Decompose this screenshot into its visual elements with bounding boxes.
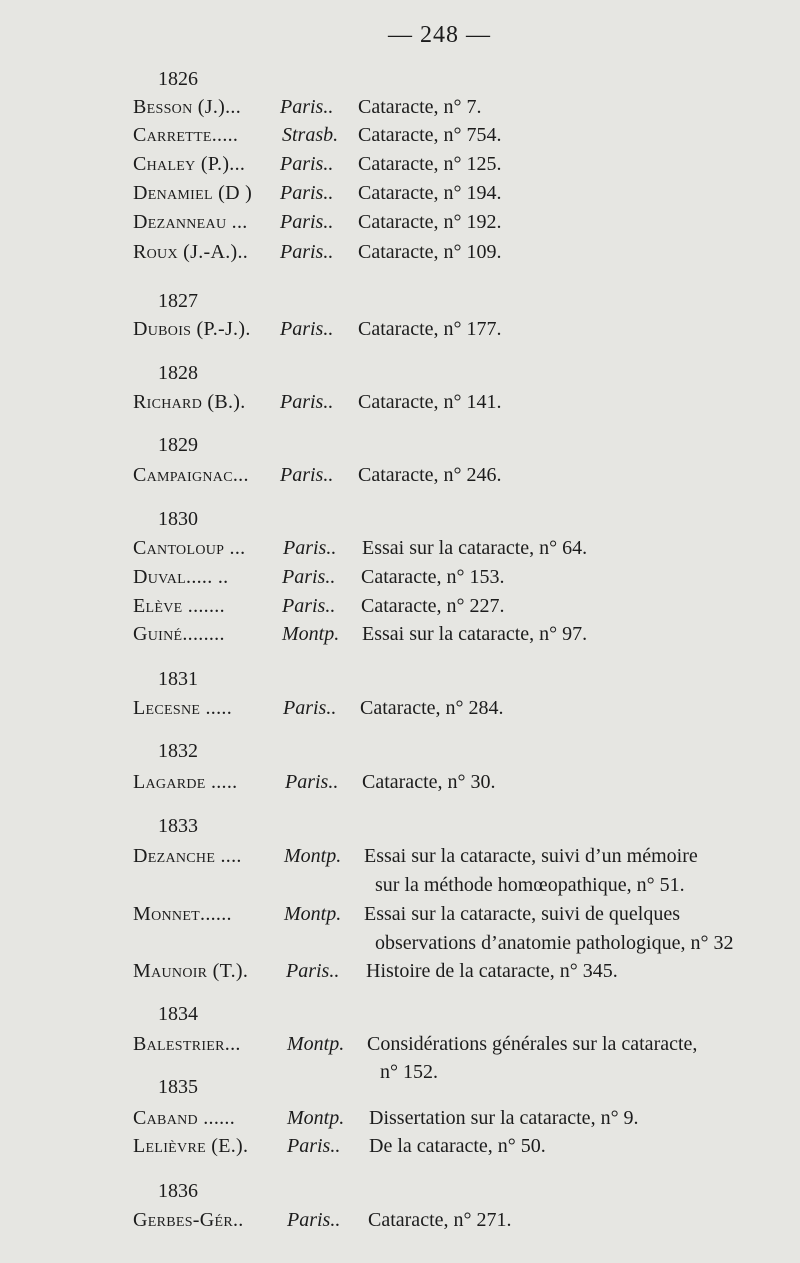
entry-row	[0, 566, 800, 596]
entry-row	[0, 1135, 800, 1165]
entry-author: Gerbes-Gér..	[133, 1209, 244, 1231]
entry-author: Monnet......	[133, 903, 232, 925]
entry-title: Cataracte, n° 754.	[358, 124, 502, 146]
entry-author: Elève .......	[133, 595, 225, 617]
entry-row	[0, 211, 800, 241]
year-heading: 1829	[158, 434, 198, 456]
entry-row	[0, 391, 800, 421]
entry-title: Cataracte, n° 246.	[358, 464, 502, 486]
entry-city: Paris..	[287, 1135, 341, 1157]
entry-title: Cataracte, n° 125.	[358, 153, 502, 175]
entry-author: Caband ......	[133, 1107, 236, 1129]
page-number: — 248 —	[388, 22, 491, 48]
entry-continuation: n° 152.	[380, 1061, 438, 1083]
entry-city: Paris..	[280, 182, 334, 204]
year-heading: 1831	[158, 668, 198, 690]
year-heading: 1834	[158, 1003, 198, 1025]
entry-author: Maunoir (T.).	[133, 960, 249, 982]
entry-city: Strasb.	[282, 124, 339, 146]
entry-row	[0, 845, 800, 875]
year-heading: 1832	[158, 740, 198, 762]
entry-row	[0, 153, 800, 183]
entry-row	[0, 960, 800, 990]
entry-title: Histoire de la cataracte, n° 345.	[366, 960, 618, 982]
entry-row	[0, 1107, 800, 1137]
entry-row	[0, 96, 800, 126]
entry-city: Paris..	[280, 318, 334, 340]
entry-city: Montp.	[282, 623, 340, 645]
year-heading: 1827	[158, 290, 198, 312]
entry-title: Cataracte, n° 109.	[358, 241, 502, 263]
entry-city: Paris..	[280, 96, 334, 118]
entry-author: Carrette.....	[133, 124, 239, 146]
entry-title: Cataracte, n° 30.	[362, 771, 496, 793]
entry-title: Cataracte, n° 227.	[361, 595, 505, 617]
entry-author: Lelièvre (E.).	[133, 1135, 249, 1157]
entry-city: Paris..	[287, 1209, 341, 1231]
entry-author: Duval..... ..	[133, 566, 229, 588]
entry-city: Paris..	[280, 464, 334, 486]
entry-city: Montp.	[287, 1107, 345, 1129]
year-heading: 1835	[158, 1076, 198, 1098]
entry-row	[0, 241, 800, 271]
entry-city: Montp.	[287, 1033, 345, 1055]
year-heading: 1826	[158, 68, 198, 90]
entry-city: Paris..	[283, 697, 337, 719]
year-heading: 1836	[158, 1180, 198, 1202]
entry-row	[0, 124, 800, 154]
entry-title: Cataracte, n° 153.	[361, 566, 505, 588]
entry-title: Cataracte, n° 284.	[360, 697, 504, 719]
year-heading: 1833	[158, 815, 198, 837]
entry-author: Balestrier...	[133, 1033, 241, 1055]
entry-author: Dubois (P.-J.).	[133, 318, 251, 340]
entry-city: Montp.	[284, 903, 342, 925]
entry-city: Montp.	[284, 845, 342, 867]
entry-city: Paris..	[280, 241, 334, 263]
entry-author: Denamiel (D )	[133, 182, 253, 204]
entry-row	[0, 771, 800, 801]
entry-title: De la cataracte, n° 50.	[369, 1135, 546, 1157]
entry-row	[0, 623, 800, 653]
entry-city: Paris..	[282, 566, 336, 588]
entry-title: Essai sur la cataracte, suivi d’un mémoire	[364, 845, 698, 867]
entry-continuation: sur la méthode homœopathique, n° 51.	[375, 874, 685, 896]
entry-city: Paris..	[282, 595, 336, 617]
entry-author: Dezanneau ...	[133, 211, 248, 233]
entry-author: Roux (J.-A.)..	[133, 241, 249, 263]
entry-row	[0, 464, 800, 494]
entry-city: Paris..	[280, 211, 334, 233]
entry-city: Paris..	[280, 153, 334, 175]
entry-continuation: observations d’anatomie pathologique, n° 32	[375, 932, 734, 954]
entry-author: Cantoloup ...	[133, 537, 246, 559]
entry-author: Besson (J.)...	[133, 96, 241, 118]
entry-author: Guiné........	[133, 623, 225, 645]
year-heading: 1830	[158, 508, 198, 530]
entry-row	[0, 537, 800, 567]
entry-author: Lecesne .....	[133, 697, 233, 719]
entry-row	[0, 1209, 800, 1239]
entry-title: Considérations générales sur la cataracte,	[367, 1033, 698, 1055]
entry-title: Cataracte, n° 141.	[358, 391, 502, 413]
entry-author: Campaignac...	[133, 464, 249, 486]
entry-title: Cataracte, n° 194.	[358, 182, 502, 204]
entry-row	[0, 182, 800, 212]
entry-author: Richard (B.).	[133, 391, 246, 413]
entry-author: Lagarde .....	[133, 771, 238, 793]
entry-author: Chaley (P.)...	[133, 153, 246, 175]
entry-title: Cataracte, n° 192.	[358, 211, 502, 233]
entry-author: Dezanche ....	[133, 845, 242, 867]
entry-city: Paris..	[286, 960, 340, 982]
entry-title: Dissertation sur la cataracte, n° 9.	[369, 1107, 639, 1129]
entry-title: Cataracte, n° 271.	[368, 1209, 512, 1231]
year-heading: 1828	[158, 362, 198, 384]
entry-row	[0, 595, 800, 625]
entry-city: Paris..	[285, 771, 339, 793]
entry-row	[0, 697, 800, 727]
entry-city: Paris..	[280, 391, 334, 413]
entry-row	[0, 903, 800, 933]
entry-city: Paris..	[283, 537, 337, 559]
entry-row	[0, 318, 800, 348]
entry-title: Cataracte, n° 7.	[358, 96, 482, 118]
entry-row	[0, 1033, 800, 1063]
entry-title: Essai sur la cataracte, n° 97.	[362, 623, 588, 645]
entry-title: Essai sur la cataracte, n° 64.	[362, 537, 588, 559]
entry-title: Cataracte, n° 177.	[358, 318, 502, 340]
entry-title: Essai sur la cataracte, suivi de quelques	[364, 903, 680, 925]
